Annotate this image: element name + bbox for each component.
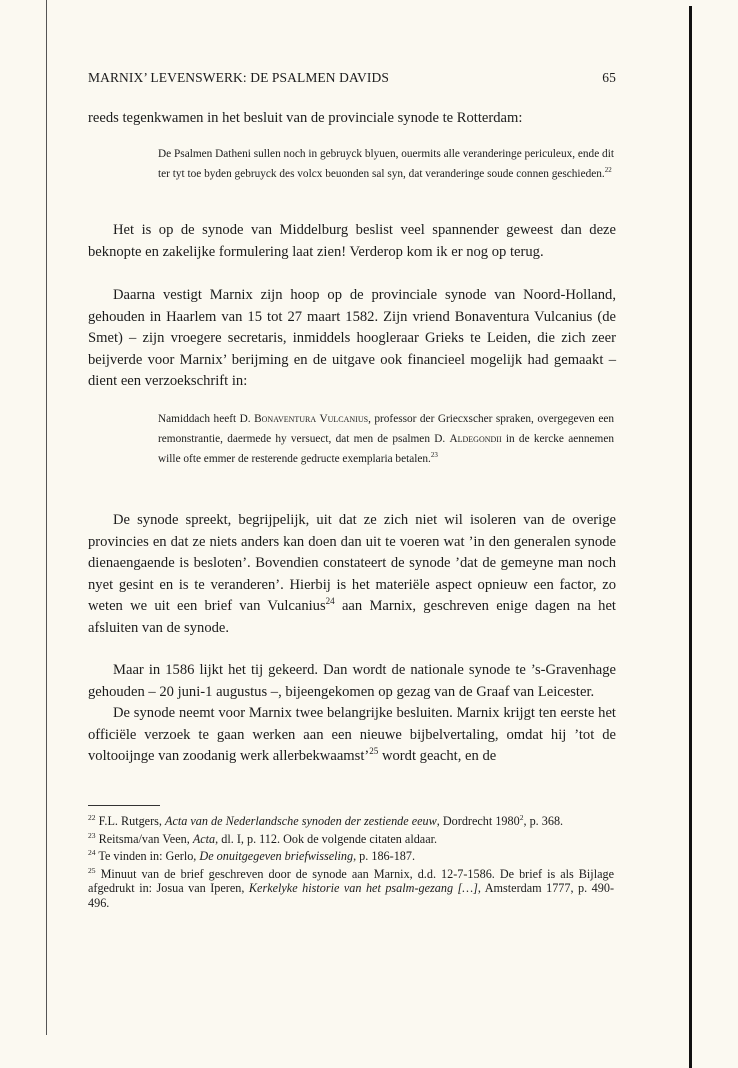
paragraph-1586-text: Maar in 1586 lijkt het tij gekeerd. Dan wordt de nationale synode te ’s-Gravenhage gehouden – 20 juni-1 augustus –, bijeengekomen op gezag van de Graaf van Leicester. <box>88 662 616 700</box>
footnote-number: 23 <box>88 830 96 840</box>
paragraph-middelburg <box>88 220 616 263</box>
text-part: wordt geacht, en de <box>378 748 497 765</box>
footnote-ref-24[interactable]: 24 <box>325 596 335 607</box>
footnote-ref-22[interactable]: 22 <box>604 166 612 175</box>
footnote-ref-23[interactable]: 23 <box>430 450 438 459</box>
paragraph-synode <box>88 510 616 640</box>
block-quote-rotterdam <box>158 145 614 185</box>
footnote-24 <box>88 849 614 864</box>
footnote-text: Reitsma/van Veen, <box>98 831 193 846</box>
footnote-text: , p. 186-187. <box>353 849 416 864</box>
footnote-title: Kerkelyke historie van het psalm-gezang […] <box>248 881 478 896</box>
paragraph-middelburg-text: Het is op de synode van Middelburg beslist veel spannender geweest dan deze beknopte en zakelijke formulering laat zien! Verderop kom ik er nog op terug. <box>88 222 616 260</box>
footnote-number: 25 <box>88 865 96 875</box>
footnote-text: , Amsterdam 1777, p. 490-496. <box>88 881 615 910</box>
running-title: MARNIX’ LEVENSWERK: DE PSALMEN DAVIDS <box>88 70 389 85</box>
footnote-text: , dl. I, p. 112. Ook de volgende citaten aldaar. <box>215 831 438 846</box>
page-gutter-line <box>46 0 47 1035</box>
running-header <box>88 70 616 88</box>
footnote-ref-25[interactable]: 25 <box>369 746 379 757</box>
footnotes <box>88 814 614 914</box>
quote-text-part: in de kercke aennemen wille ofte emmer de resterende gedructe exemplaria betalen. <box>158 432 614 465</box>
page-number: 65 <box>602 70 616 85</box>
footnote-title: Acta <box>192 831 216 846</box>
footnote-23 <box>88 832 614 847</box>
paragraph-intro-text: reeds tegenkwamen in het besluit van de provinciale synode te Rotterdam: <box>88 110 523 126</box>
footnote-number: 22 <box>88 812 96 822</box>
quote-text-part: , professor der Griecxscher spraken, overgegeven een remonstrantie, daermede hy versuect, dat men de psalmen D. <box>158 413 614 445</box>
footnote-text: Minuut van de brief geschreven door de synode aan Marnix, d.d. 12-7-1586. De brief is als Bijlage afgedrukt in: Josua van Iperen, <box>88 866 614 896</box>
footnote-text: F.L. Rutgers, <box>98 814 165 828</box>
footnote-text: , Dordrecht 1980 <box>436 814 520 828</box>
block-quote-vulcanius <box>158 410 614 469</box>
paragraph-besluiten-text <box>88 703 616 768</box>
text-part: De synode neemt voor Marnix twee belangrijke besluiten. Marnix krijgt ten eerste het officiële verzoek te gaan werken aan een nieuwe bijbelvertaling, omdat hij ’tot de voltooijnge van zoodanig werk allerbekwaamst’ <box>88 705 616 765</box>
text-part: De synode spreekt, begrijpelijk, uit dat ze zich niet wil isoleren van de overige provincies en dat ze niets anders kan doen dan uit te voeren wat ’in den generalen synode dienaengaende is besloten’. Bovendien constateert de synode ’dat de gemeyne man noch nyet gesint en is te veranderen’. Hierbij is het materiële aspect opnieuw een factor, zo weten we uit een brief van Vulcanius <box>88 512 616 615</box>
quote-text: De Psalmen Datheni sullen noch in gebruyck blyuen, ouermits alle veranderinge periculeux, ende dit ter tyt toe byden gebruyck des volcx beuonden sal syn, dat veranderinge soude connen geschieden. <box>158 148 614 180</box>
paragraph-synode-text <box>88 510 616 640</box>
paragraph-1586 <box>88 660 616 768</box>
quote-text-part: Namiddach heeft D. <box>158 413 255 425</box>
footnote-text: Te vinden in: Gerlo, <box>98 849 200 864</box>
paragraph-intro <box>88 108 616 130</box>
footnote-22 <box>88 814 614 829</box>
footnote-title: De onuitgegeven briefwisseling <box>199 849 354 864</box>
footnote-text: , p. 368. <box>523 814 564 828</box>
text-part: aan Marnix, geschreven enige dagen na het afsluiten van de synode. <box>88 598 616 636</box>
footnote-title: Acta van de Nederlandsche synoden der zestiende eeuw <box>165 814 437 828</box>
edition-superscript: 2 <box>519 812 524 822</box>
paragraph-haarlem-text: Daarna vestigt Marnix zijn hoop op de provinciale synode van Noord-Holland, gehouden in Haarlem van 15 tot 27 maart 1582. Zijn vriend Bonaventura Vulcanius (de Smet) – zijn vroegere secretaris, inmiddels hoogleraar Grieks te Leiden, die zich zeer beijverde voor Marnix’ berijming en de uitgave ook financieel mogelijk had gemaakt – dient een verzoekschrift in: <box>88 287 616 390</box>
page-edge-line <box>689 6 692 1068</box>
footnote-25 <box>88 867 614 911</box>
footnote-divider <box>88 805 160 806</box>
name-vulcanius: Bonaventura Vulcanius <box>254 413 369 425</box>
name-aldegondii: Aldegondii <box>449 432 502 445</box>
paragraph-haarlem <box>88 285 616 393</box>
footnote-number: 24 <box>88 848 96 858</box>
